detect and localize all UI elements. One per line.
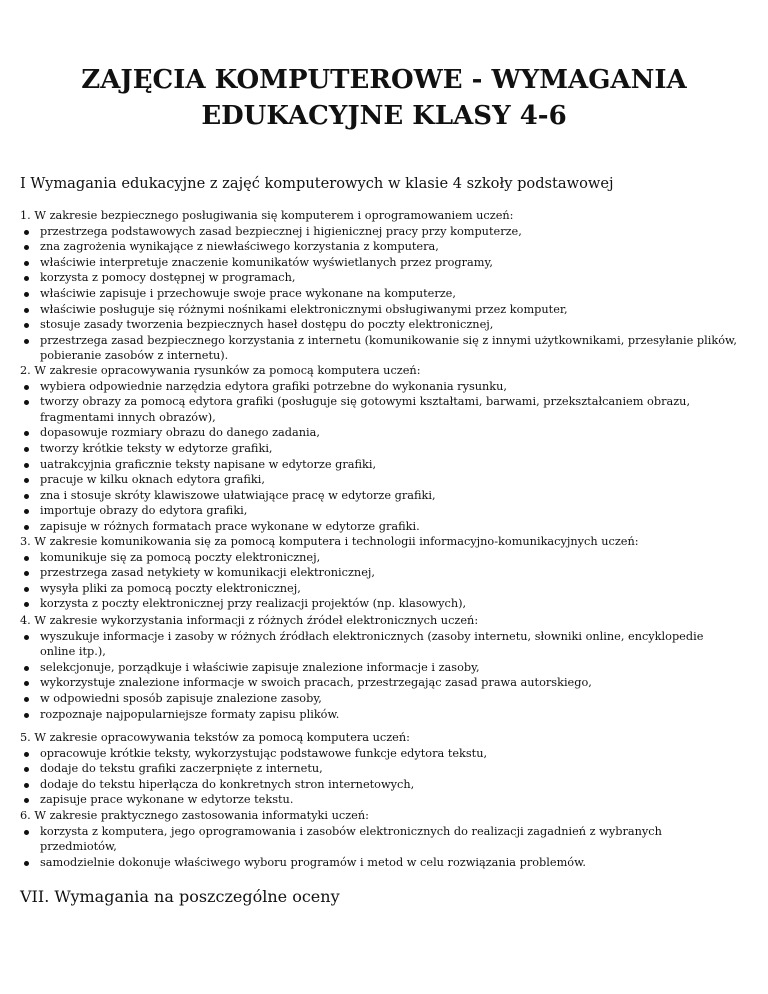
section-6	[20, 808, 740, 870]
list-item: wysyła pliki za pomocą poczty elektronicznej,	[20, 581, 740, 597]
list-item: wybiera odpowiednie narzędzia edytora grafiki potrzebne do wykonania rysunku,	[20, 379, 740, 395]
bullet-list	[20, 629, 740, 723]
list-item: przestrzega zasad netykiety w komunikacji elektronicznej,	[20, 565, 740, 581]
section-heading: 5. W zakresie opracowywania tekstów za pomocą komputera uczeń:	[20, 731, 410, 744]
main-heading: I Wymagania edukacyjne z zajęć komputerowych w klasie 4 szkoły podstawowej	[20, 175, 614, 192]
list-item: korzysta z poczty elektronicznej przy realizacji projektów (np. klasowych),	[20, 596, 740, 612]
list-item: przestrzega zasad bezpiecznego korzystania z internetu (komunikowanie się z innymi użytkownikami, przesyłanie plików, pobieranie zasobów z internetu).	[20, 333, 740, 364]
section-4	[20, 613, 740, 722]
list-item: importuje obrazy do edytora grafiki,	[20, 503, 740, 519]
list-item: zapisuje w różnych formatach prace wykonane w edytorze grafiki.	[20, 519, 740, 535]
document-title	[0, 62, 768, 134]
list-item: zapisuje prace wykonane w edytorze tekstu.	[20, 792, 740, 808]
list-item: stosuje zasady tworzenia bezpiecznych haseł dostępu do poczty elektronicznej,	[20, 317, 740, 333]
list-item: rozpoznaje najpopularniejsze formaty zapisu plików.	[20, 707, 740, 723]
list-item: przestrzega podstawowych zasad bezpiecznej i higienicznej pracy przy komputerze,	[20, 224, 740, 240]
list-item: właściwie posługuje się różnymi nośnikami elektronicznymi obsługiwanymi przez komputer,	[20, 302, 740, 318]
list-item: komunikuje się za pomocą poczty elektronicznej,	[20, 550, 740, 566]
list-item: tworzy obrazy za pomocą edytora grafiki (posługuje się gotowymi kształtami, barwami, przekształcaniem obrazu, fragmentami innych obrazów),	[20, 394, 740, 425]
list-item: dopasowuje rozmiary obrazu do danego zadania,	[20, 425, 740, 441]
bullet-list	[20, 550, 740, 612]
list-item: opracowuje krótkie teksty, wykorzystując podstawowe funkcje edytora tekstu,	[20, 746, 740, 762]
section-heading: 6. W zakresie praktycznego zastosowania informatyki uczeń:	[20, 809, 369, 822]
bullet-list	[20, 824, 740, 871]
list-item: korzysta z komputera, jego oprogramowania i zasobów elektronicznych do realizacji zagadnień z wybranych przedmiotów,	[20, 824, 740, 855]
section-heading: 3. W zakresie komunikowania się za pomocą komputera i technologii informacyjno-komunikacyjnych uczeń:	[20, 535, 639, 548]
bullet-list	[20, 224, 740, 364]
list-item: dodaje do tekstu hiperłącza do konkretnych stron internetowych,	[20, 777, 740, 793]
list-item: uatrakcyjnia graficznie teksty napisane w edytorze grafiki,	[20, 457, 740, 473]
section-3	[20, 534, 740, 612]
list-item: właściwie zapisuje i przechowuje swoje prace wykonane na komputerze,	[20, 286, 740, 302]
section-heading: 2. W zakresie opracowywania rysunków za pomocą komputera uczeń:	[20, 364, 421, 377]
list-item: w odpowiedni sposób zapisuje znalezione zasoby,	[20, 691, 740, 707]
list-item: wykorzystuje znalezione informacje w swoich pracach, przestrzegając zasad prawa autorskiego,	[20, 675, 740, 691]
section-heading: 4. W zakresie wykorzystania informacji z różnych źródeł elektronicznych uczeń:	[20, 614, 479, 627]
list-item: samodzielnie dokonuje właściwego wyboru programów i metod w celu rozwiązania problemów.	[20, 855, 740, 871]
bullet-list	[20, 746, 740, 808]
list-item: wyszukuje informacje i zasoby w różnych źródłach elektronicznych (zasoby internetu, słowniki online, encyklopedie online itp.),	[20, 629, 740, 660]
list-item: selekcjonuje, porządkuje i właściwie zapisuje znalezione informacje i zasoby,	[20, 660, 740, 676]
grades-heading: VII. Wymagania na poszczególne oceny	[20, 887, 340, 906]
section-2	[20, 363, 740, 535]
bullet-list	[20, 379, 740, 535]
list-item: pracuje w kilku oknach edytora grafiki,	[20, 472, 740, 488]
list-item: zna i stosuje skróty klawiszowe ułatwiające pracę w edytorze grafiki,	[20, 488, 740, 504]
title-line-1: ZAJĘCIA KOMPUTEROWE - WYMAGANIA	[81, 65, 687, 95]
list-item: tworzy krótkie teksty w edytorze grafiki,	[20, 441, 740, 457]
section-5	[20, 730, 740, 808]
list-item: zna zagrożenia wynikające z niewłaściwego korzystania z komputera,	[20, 239, 740, 255]
list-item: korzysta z pomocy dostępnej w programach,	[20, 270, 740, 286]
list-item: właściwie interpretuje znaczenie komunikatów wyświetlanych przez programy,	[20, 255, 740, 271]
title-line-2: EDUKACYJNE KLASY 4-6	[201, 101, 567, 131]
list-item: dodaje do tekstu grafiki zaczerpnięte z internetu,	[20, 761, 740, 777]
section-heading: 1. W zakresie bezpiecznego posługiwania się komputerem i oprogramowaniem uczeń:	[20, 209, 514, 222]
section-1	[20, 208, 740, 364]
